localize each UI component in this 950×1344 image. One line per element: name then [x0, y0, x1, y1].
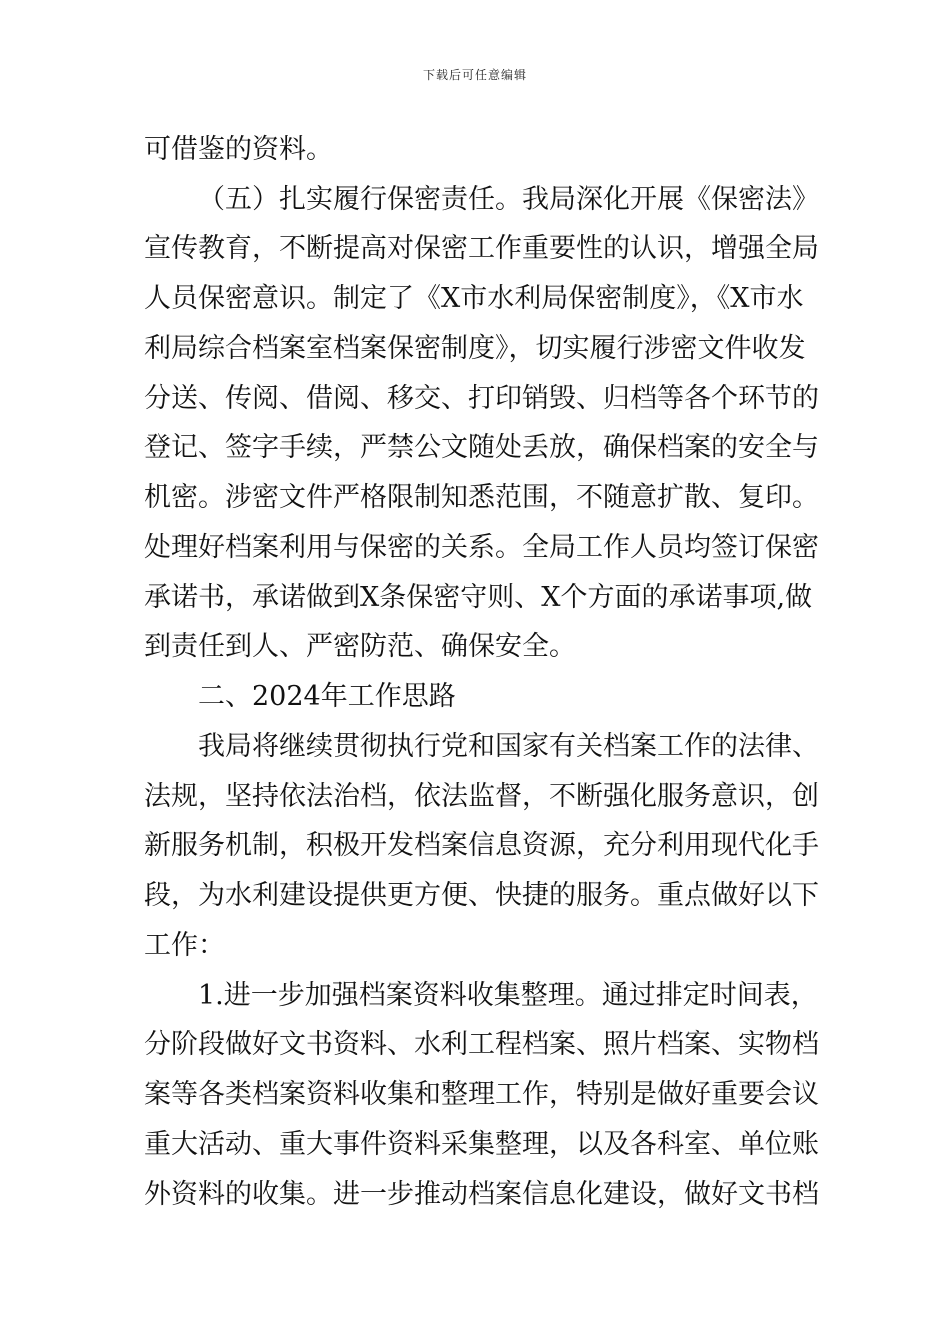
text-line: 工作： [144, 930, 225, 961]
text-line: 利局综合档案室档案保密制度》，切实履行涉密文件收发 [144, 333, 806, 364]
text-line: 到责任到人、严密防范、确保安全。 [144, 631, 576, 662]
page-header: 下载后可任意编辑 [422, 68, 527, 82]
text-line: 外资料的收集。进一步推动档案信息化建设，做好文书档 [144, 1179, 819, 1210]
text-line: （五）扎实履行保密责任。我局深化开展《保密法》 [198, 184, 819, 215]
text-line: 段，为水利建设提供更方便、快捷的服务。重点做好以下 [144, 880, 819, 911]
text-line: 登记、签字手续，严禁公文随处丢放，确保档案的安全与 [144, 432, 819, 463]
text-line: 分阶段做好文书资料、水利工程档案、照片档案、实物档 [144, 1029, 819, 1060]
text-line: 机密。涉密文件严格限制知悉范围，不随意扩散、复印。 [144, 482, 819, 513]
text-line: 新服务机制，积极开发档案信息资源，充分利用现代化手 [144, 830, 819, 861]
text-line: 承诺书，承诺做到X条保密守则、X个方面的承诺事项,做 [144, 582, 813, 613]
text-line: 人员保密意识。制定了《X市水利局保密制度》，《X市水 [144, 283, 804, 314]
text-line: 重大活动、重大事件资料采集整理，以及各科室、单位账 [144, 1129, 819, 1160]
text-line: 可借鉴的资料。 [144, 134, 333, 165]
text-line: 宣传教育，不断提高对保密工作重要性的认识，增强全局 [144, 233, 819, 264]
text-line: 法规，坚持依法治档，依法监督，不断强化服务意识，创 [144, 781, 819, 812]
text-line: 案等各类档案资料收集和整理工作，特别是做好重要会议 [144, 1079, 819, 1110]
section-heading: 二、2024年工作思路 [198, 681, 456, 712]
text-line: 分送、传阅、借阅、移交、打印销毁、归档等各个环节的 [144, 383, 819, 414]
text-line: 我局将继续贯彻执行党和国家有关档案工作的法律、 [198, 731, 819, 762]
text-line: 处理好档案利用与保密的关系。全局工作人员均签订保密 [144, 532, 819, 563]
text-line: 1.进一步加强档案资料收集整理。通过排定时间表， [198, 980, 818, 1011]
